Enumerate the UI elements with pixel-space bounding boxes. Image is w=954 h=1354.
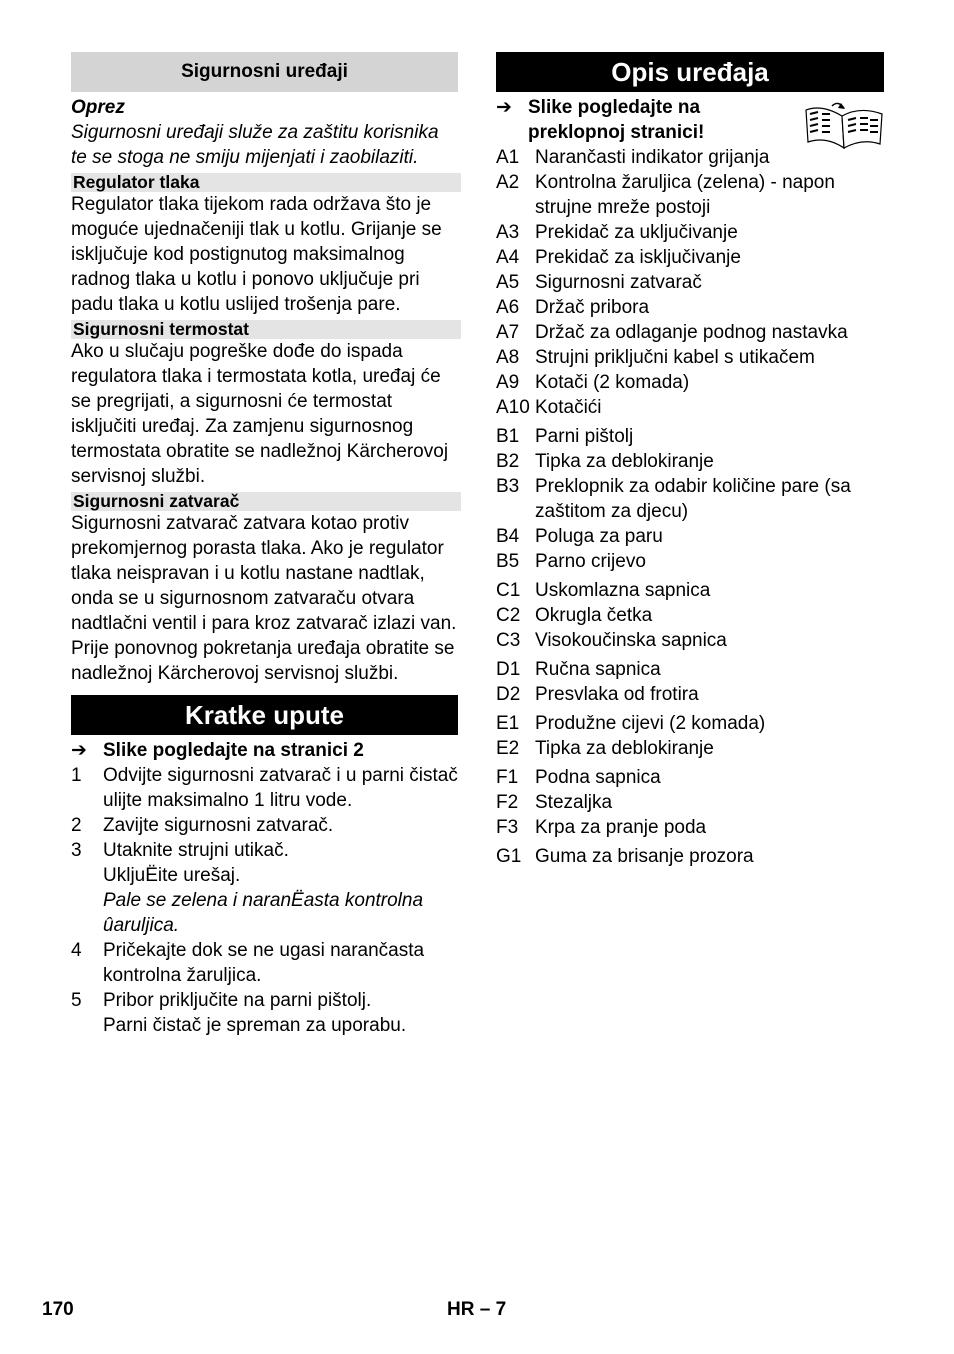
part-name: Visokoučinska sapnica: [535, 630, 727, 651]
step-line: Parni čistač je spreman za uporabu.: [103, 1015, 407, 1036]
part-name: Krpa za pranje poda: [535, 817, 707, 838]
device-description-heading: Opis uređaja: [496, 52, 884, 92]
part-item: [496, 524, 884, 549]
step-number: 2: [71, 815, 82, 836]
part-item: [496, 245, 884, 270]
fold-out-hint: [496, 95, 796, 145]
part-name: Stezaljka: [535, 792, 613, 813]
safety-lock-heading: Sigurnosni zatvarač: [71, 492, 461, 511]
part-code: B3: [496, 476, 520, 497]
part-item: [496, 844, 884, 869]
part-item: [496, 449, 884, 474]
thermostat-heading: Sigurnosni termostat: [71, 320, 461, 339]
part-code: D1: [496, 659, 521, 680]
step-line: UkljuËite urešaj.: [103, 865, 241, 886]
part-name: Kotačići: [535, 397, 602, 418]
part-item: [496, 682, 884, 707]
part-item: [496, 549, 884, 574]
part-code: E1: [496, 713, 520, 734]
quick-guide-step: [71, 838, 458, 938]
part-item: [496, 295, 884, 320]
part-name: Podna sapnica: [535, 767, 661, 788]
part-code: A6: [496, 297, 520, 318]
step-text: [103, 763, 458, 813]
part-code: A3: [496, 222, 520, 243]
part-name: Strujni priključni kabel s utikačem: [535, 347, 815, 368]
caution-text: Sigurnosni uređaji služe za zaštitu korisnika te se stoga ne smiju mijenjati i zaobilaziti.: [71, 122, 439, 168]
right-column: [496, 52, 884, 869]
part-item: [496, 736, 884, 761]
quick-guide-hint: [71, 738, 458, 763]
fold-out-hint-text: Slike pogledajte na preklopnoj stranici!: [528, 97, 705, 143]
part-code: F1: [496, 767, 519, 788]
step-number: 5: [71, 990, 82, 1011]
part-item: [496, 628, 884, 653]
part-code: A9: [496, 372, 520, 393]
part-item: [496, 790, 884, 815]
part-name: Poluga za paru: [535, 526, 663, 547]
part-code: A5: [496, 272, 520, 293]
part-name: Prekidač za isključivanje: [535, 247, 741, 268]
step-text: [103, 988, 406, 1038]
part-name: Prekidač za uključivanje: [535, 222, 738, 243]
part-code: B4: [496, 526, 520, 547]
part-code: A10: [496, 397, 530, 418]
part-name: Držač pribora: [535, 297, 650, 318]
open-book-icon: [804, 98, 884, 150]
quick-guide-step: [71, 763, 458, 813]
part-item: [496, 370, 884, 395]
quick-guide-step: [71, 988, 458, 1038]
page-number: 170: [42, 1299, 74, 1320]
part-code: A8: [496, 347, 520, 368]
part-name: Sigurnosni zatvarač: [535, 272, 702, 293]
part-item: [496, 320, 884, 345]
part-code: C2: [496, 605, 521, 626]
step-line: Pričekajte dok se ne ugasi narančasta kontrolna žaruljica.: [103, 940, 425, 986]
part-code: B2: [496, 451, 520, 472]
part-name: Tipka za deblokiranje: [535, 738, 714, 759]
part-name: Kontrolna žaruljica (zelena) - napon strujne mreže postoji: [535, 172, 835, 218]
arrow-right-icon: ➔: [496, 97, 512, 118]
pressure-regulator-text: Regulator tlaka tijekom rada održava što je moguće ujednačeniji tlak u kotlu. Grijanje se isključuje kod postignutog maksimalnog radnog tlaka u kotlu i ponovo uključuje pri padu tlaka u kotlu uslijed trošenja pare.: [71, 194, 442, 315]
caution-block: [71, 95, 458, 170]
part-item: [496, 657, 884, 682]
part-name: Parni pištolj: [535, 426, 634, 447]
step-line: Pribor priključite na parni pištolj.: [103, 990, 372, 1011]
part-code: A7: [496, 322, 520, 343]
arrow-right-icon: ➔: [71, 740, 87, 761]
part-item: [496, 603, 884, 628]
part-item: [496, 395, 884, 420]
step-text: [103, 813, 333, 838]
step-number: 3: [71, 840, 82, 861]
step-line: Odvijte sigurnosni zatvarač i u parni čistač ulijte maksimalno 1 litru vode.: [103, 765, 458, 811]
page-code: HR – 7: [447, 1299, 507, 1320]
thermostat-text: Ako u slučaju pogreške dođe do ispada regulatora tlaka i termostata kotla, uređaj će se pregrijati, a sigurnosni će termostat isključiti uređaj. Za zamjenu sigurnosnog termostata obratite se nadležnoj Kärcherovoj servisnoj službi.: [71, 341, 449, 487]
part-item: [496, 578, 884, 603]
part-name: Ručna sapnica: [535, 659, 661, 680]
step-text: [103, 938, 458, 988]
pressure-regulator-heading: Regulator tlaka: [71, 173, 461, 192]
quick-guide-heading: Kratke upute: [71, 695, 458, 735]
part-name: Preklopnik za odabir količine pare (sa zaštitom za djecu): [535, 476, 851, 522]
part-name: Držač za odlaganje podnog nastavka: [535, 322, 848, 343]
part-code: A1: [496, 147, 520, 168]
part-item: [496, 711, 884, 736]
part-name: Guma za brisanje prozora: [535, 846, 754, 867]
step-number: 1: [71, 765, 82, 786]
part-name: Presvlaka od frotira: [535, 684, 699, 705]
part-code: E2: [496, 738, 520, 759]
part-name: Kotači (2 komada): [535, 372, 690, 393]
part-code: A2: [496, 172, 520, 193]
left-column: [71, 52, 458, 1038]
part-name: Parno crijevo: [535, 551, 646, 572]
step-text: [103, 838, 458, 938]
part-code: G1: [496, 846, 522, 867]
quick-guide-hint-text: Slike pogledajte na stranici 2: [103, 740, 364, 761]
step-number: 4: [71, 940, 82, 961]
part-name: Uskomlazna sapnica: [535, 580, 711, 601]
part-item: [496, 345, 884, 370]
part-code: F2: [496, 792, 519, 813]
step-line: Utaknite strujni utikač.: [103, 840, 289, 861]
part-name: Tipka za deblokiranje: [535, 451, 714, 472]
part-item: [496, 220, 884, 245]
part-item: [496, 765, 884, 790]
part-code: C1: [496, 580, 521, 601]
part-item: [496, 270, 884, 295]
part-code: A4: [496, 247, 520, 268]
part-code: B1: [496, 426, 520, 447]
part-item: [496, 424, 884, 449]
part-name: Narančasti indikator grijanja: [535, 147, 770, 168]
step-result-note: Pale se zelena i naranËasta kontrolna ûaruljica.: [103, 890, 424, 936]
part-code: C3: [496, 630, 521, 651]
part-code: F3: [496, 817, 519, 838]
safety-lock-text: Sigurnosni zatvarač zatvara kotao protiv prekomjernog porasta tlaka. Ako je regulator tlaka neispravan i u kotlu nastane nadtlak, onda se u sigurnosnom zatvaraču otvara nadtlačni ventil i para kroz zatvarač izlazi van.: [71, 513, 457, 634]
part-item: [496, 170, 884, 220]
quick-guide-step: [71, 938, 458, 988]
part-item: [496, 815, 884, 840]
part-item: [496, 474, 884, 524]
safety-lock-service-text: Prije ponovnog pokretanja uređaja obratite se nadležnoj Kärcherovoj servisnoj službi.: [71, 638, 455, 684]
part-name: Okrugla četka: [535, 605, 653, 626]
parts-list: [496, 145, 884, 869]
quick-guide-steps: [71, 763, 458, 1038]
part-code: D2: [496, 684, 521, 705]
safety-devices-heading: Sigurnosni uređaji: [71, 52, 458, 92]
caution-title: Oprez: [71, 97, 125, 118]
quick-guide-step: [71, 813, 458, 838]
part-name: Produžne cijevi (2 komada): [535, 713, 766, 734]
part-code: B5: [496, 551, 520, 572]
step-line: Zavijte sigurnosni zatvarač.: [103, 815, 334, 836]
